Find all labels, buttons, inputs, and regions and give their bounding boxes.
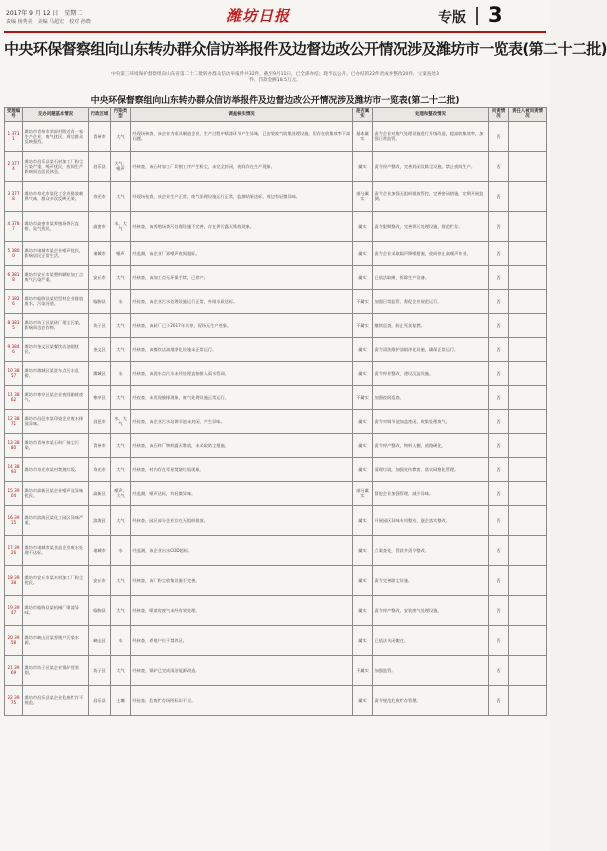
cell-type: 大气: [111, 265, 131, 289]
cell-verify: 经监测，该企业厂界噪声夜间超标。: [131, 241, 353, 265]
cell-id: 15 3904: [5, 481, 23, 505]
column-header: 受理编号: [5, 108, 23, 122]
newspaper-logo: 潍坊日报: [226, 7, 291, 25]
cell-fact: 属实: [353, 535, 373, 565]
cell-issue: 潍坊市寿光市某化工企业排放刺鼻气味，群众多次反映无果。: [23, 181, 89, 211]
cell-handle: 责令对调节池加盖密闭，收集处理废气。: [373, 409, 489, 433]
cell-verify: 经核查，园区部分企业存在无组织排放。: [131, 505, 353, 535]
cell-person: [509, 625, 547, 655]
cell-region: 诸城市: [89, 241, 111, 265]
cell-verify: 经检查，该企业污水处理设施运行正常，外排水质达标。: [131, 289, 353, 313]
cell-issue: 潍坊市寿光市某村焚烧垃圾。: [23, 457, 89, 481]
cell-verify: 经核查，养殖户位于禁养区。: [131, 625, 353, 655]
cell-issue: 潍坊市临朐县某铝型材企业排放废水，污染河道。: [23, 289, 89, 313]
cell-fact: 部分属实: [353, 481, 373, 505]
cell-id: 21 3969: [5, 655, 23, 685]
table-row: [5, 151, 547, 181]
cell-person: [509, 361, 547, 385]
cell-fact: 不属实: [353, 655, 373, 685]
cell-type: 噪声: [111, 241, 131, 265]
cell-fact: 属实: [353, 457, 373, 481]
cell-type: 噪声、大气: [111, 481, 131, 505]
cell-fact: 属实: [353, 505, 373, 535]
cell-accountable: 否: [489, 565, 509, 595]
table-row: [5, 361, 547, 385]
cell-accountable: 否: [489, 313, 509, 337]
cell-person: [509, 535, 547, 565]
cell-id: 12 3871: [5, 409, 23, 433]
table-row: [5, 181, 547, 211]
cell-region: 寒亭区: [89, 385, 111, 409]
cell-verify: 经监测，噪声达标，有轻微异味。: [131, 481, 353, 505]
cell-accountable: 否: [489, 241, 509, 265]
cell-handle: 责令清洗维护油烟净化设施，确保正常运行。: [373, 337, 489, 361]
column-header: 行政区域: [89, 108, 111, 122]
masthead-divider: [476, 7, 478, 25]
cell-fact: 属实: [353, 685, 373, 715]
cell-id: 8 3835: [5, 313, 23, 337]
cell-id: 18 3938: [5, 565, 23, 595]
cell-id: 19 3947: [5, 595, 23, 625]
table-row: [5, 535, 547, 565]
complaints-table: [4, 107, 547, 716]
table-row: [5, 385, 547, 409]
cell-id: 6 3818: [5, 265, 23, 289]
cell-fact: 不属实: [353, 289, 373, 313]
cell-handle: 加强夜间巡查。: [373, 385, 489, 409]
table-row: [5, 481, 547, 505]
cell-person: [509, 181, 547, 211]
cell-handle: 责令企业对废气处理设施进行升级改造，提高收集效率，加强日常监管。: [373, 121, 489, 151]
table-row: [5, 313, 547, 337]
cell-type: 土壤: [111, 685, 131, 715]
cell-fact: 属实: [353, 595, 373, 625]
cell-issue: 潍坊市青州市某石料厂扬尘污染。: [23, 433, 89, 457]
cell-verify: 经核查，村内存在零星焚烧垃圾现象。: [131, 457, 353, 481]
cell-type: 大气: [111, 457, 131, 481]
cell-region: 青州市: [89, 433, 111, 457]
cell-issue: 潍坊市滨海区某化工园区异味严重。: [23, 505, 89, 535]
cell-fact: 属实: [353, 211, 373, 241]
table-row: [5, 595, 547, 625]
cell-accountable: 否: [489, 121, 509, 151]
cell-person: [509, 433, 547, 457]
table-row: [5, 433, 547, 457]
cell-id: 5 3800: [5, 241, 23, 265]
cell-accountable: 否: [489, 505, 509, 535]
cell-verify: 经现场核查，该企业为家具制造企业，生产过程中喷漆环节产生异味，已安装废气收集处理设施，但存在收集效率不高问题。: [131, 121, 353, 151]
cell-issue: 潍坊市昌邑市某印染企业废水排放异味。: [23, 409, 89, 433]
cell-type: 水: [111, 361, 131, 385]
page-headline: 中央环保督察组向山东转办群众信访举报件及边督边改公开情况涉及潍坊市一览表(第二十二批): [4, 40, 607, 58]
cell-accountable: 否: [489, 535, 509, 565]
cell-type: 水: [111, 535, 131, 565]
cell-handle: 已依法取缔，拆除生产设备。: [373, 265, 489, 289]
column-header: 调查核实情况: [131, 108, 353, 122]
cell-person: [509, 121, 547, 151]
cell-issue: 潍坊市坊子区某企业锅炉冒黑烟。: [23, 655, 89, 685]
cell-accountable: 否: [489, 385, 509, 409]
cell-handle: 责令完善除尘设施。: [373, 565, 489, 595]
cell-verify: 经检查，危废贮存场所标识不全。: [131, 685, 353, 715]
cell-region: 滨海区: [89, 505, 111, 535]
cell-region: 高新区: [89, 481, 111, 505]
cell-issue: 潍坊市坊子区某砖厂烟尘污染，影响周边农作物。: [23, 313, 89, 337]
cell-id: 22 3975: [5, 685, 23, 715]
cell-fact: 属实: [353, 361, 373, 385]
cell-person: [509, 457, 547, 481]
cell-region: 临朐县: [89, 289, 111, 313]
cell-handle: 立案查处，罚款并责令整改。: [373, 535, 489, 565]
cell-fact: 属实: [353, 265, 373, 289]
staff-credits: 责编 杨秀美 美编 马超宏 校对 孙晓: [6, 19, 91, 25]
cell-id: 17 3926: [5, 535, 23, 565]
cell-verify: 经现场检查，该企业生产正常，废气治理设施运行正常，监测结果达标，周边有轻微异味。: [131, 181, 353, 211]
cell-verify: 经夜查，未发现偷排现象，废气处理设施正常运行。: [131, 385, 353, 409]
cell-accountable: 否: [489, 625, 509, 655]
table-row: [5, 505, 547, 535]
cell-handle: 责令停产整改，物料入棚，道路硬化。: [373, 433, 489, 457]
cell-handle: 责令规范危废贮存管理。: [373, 685, 489, 715]
cell-fact: 属实: [353, 151, 373, 181]
cell-accountable: 否: [489, 409, 509, 433]
cell-issue: 潍坊市高新区某企业噪声及异味扰民。: [23, 481, 89, 505]
cell-id: 13 3880: [5, 433, 23, 457]
table-row: [5, 685, 547, 715]
cell-accountable: 否: [489, 289, 509, 313]
cell-handle: 责令停产整改，安装废气处理设施。: [373, 595, 489, 625]
cell-issue: 潍坊市峡山区某养殖户污染水源。: [23, 625, 89, 655]
cell-fact: 部分属实: [353, 181, 373, 211]
cell-region: 昌邑市: [89, 409, 111, 433]
cell-region: 坊子区: [89, 313, 111, 337]
cell-accountable: 否: [489, 181, 509, 211]
table-row: [5, 625, 547, 655]
cell-handle: 责令企业采取隔声降噪措施，夜间停止高噪声作业。: [373, 241, 489, 265]
cell-type: 水: [111, 289, 131, 313]
cell-region: 诸城市: [89, 535, 111, 565]
table-row: [5, 337, 547, 361]
section-label: 专版: [438, 10, 466, 26]
cell-handle: 加强日常监管，督促企业规范运行。: [373, 289, 489, 313]
cell-fact: 属实: [353, 409, 373, 433]
cell-fact: 不属实: [353, 313, 373, 337]
cell-issue: 潍坊市安丘市某木材加工厂粉尘扰民。: [23, 565, 89, 595]
cell-person: [509, 565, 547, 595]
cell-type: 大气: [111, 337, 131, 361]
cell-issue: 潍坊市寒亭区某企业夜间偷排废气。: [23, 385, 89, 409]
cell-person: [509, 385, 547, 409]
cell-verify: 经监测，该企业出水COD超标。: [131, 535, 353, 565]
cell-fact: 属实: [353, 337, 373, 361]
cell-region: 奎文区: [89, 337, 111, 361]
cell-verify: 经核查，该厂粉尘收集设施不完善。: [131, 565, 353, 595]
cell-verify: 经核查，该养殖场粪污处理设施不完善，存在粪污露天堆放现象。: [131, 211, 353, 241]
cell-fact: 属实: [353, 241, 373, 265]
cell-person: [509, 337, 547, 361]
cell-id: 9 3846: [5, 337, 23, 361]
cell-accountable: 否: [489, 481, 509, 505]
cell-person: [509, 505, 547, 535]
cell-handle: 开展园区异味专项整治，逐企落实整改。: [373, 505, 489, 535]
cell-verify: 经核查，锅炉已完成清洁能源改造。: [131, 655, 353, 685]
cell-handle: 责令停产整改，完善封闭及除尘设施，禁止夜间生产。: [373, 151, 489, 181]
cell-verify: 经检查，该企业污水站调节池未封闭，产生异味。: [131, 409, 353, 433]
cell-handle: 已依法关闭搬迁。: [373, 625, 489, 655]
column-header: 责任人被问责情况: [509, 108, 547, 122]
cell-region: 临朐县: [89, 595, 111, 625]
cell-accountable: 否: [489, 151, 509, 181]
cell-type: 大气、噪声: [111, 151, 131, 181]
cell-type: 水: [111, 625, 131, 655]
cell-issue: 潍坊市诸城市某企业噪声扰民，影响居民正常生活。: [23, 241, 89, 265]
cell-accountable: 否: [489, 265, 509, 289]
table-row: [5, 241, 547, 265]
cell-handle: 继续巡查，防止死灰复燃。: [373, 313, 489, 337]
cell-verify: 经核查，该石料厂物料露天堆放，未采取防尘措施。: [131, 433, 353, 457]
table-header-row: [5, 108, 547, 122]
cell-type: 大气: [111, 433, 131, 457]
cell-accountable: 否: [489, 433, 509, 457]
cell-accountable: 否: [489, 337, 509, 361]
cell-verify: 经核查，该石材加工厂切割工序产生粉尘，未完全封闭，夜间存在生产现象。: [131, 151, 353, 181]
cell-id: 11 3862: [5, 385, 23, 409]
table-title: 中央环保督察组向山东转办群众信访举报件及边督边改公开情况涉及潍坊市一览表(第二十二批): [90, 96, 460, 106]
issue-date: 2017年 9 月 12 日 星期二: [6, 10, 83, 17]
cell-person: [509, 241, 547, 265]
cell-region: 寿光市: [89, 457, 111, 481]
cell-issue: 潍坊市奎文区某餐饮店油烟扰民。: [23, 337, 89, 361]
column-header: 污染类型: [111, 108, 131, 122]
cell-region: 昌乐县: [89, 685, 111, 715]
cell-id: 14 3893: [5, 457, 23, 481]
table-row: [5, 121, 547, 151]
cell-region: 安丘市: [89, 565, 111, 595]
cell-verify: 经核查，该加工点无环保手续，已停产。: [131, 265, 353, 289]
cell-type: 大气: [111, 655, 131, 685]
cell-issue: 潍坊市诸城市某食品企业废水处理不达标。: [23, 535, 89, 565]
table-row: [5, 289, 547, 313]
cell-person: [509, 265, 547, 289]
cell-id: 10 3857: [5, 361, 23, 385]
cell-issue: 潍坊市昌乐县某企业危废贮存不规范。: [23, 685, 89, 715]
intro-text: 中央第三环境保护督察组向山东省第二十二批转办群众信访举报件共32件，截至9月11日，已全部办结；现予以公开。已办结的22件责成并整改20件，立案查处3件，罚款金额18.5万元。: [111, 72, 439, 83]
cell-type: 大气: [111, 121, 131, 151]
cell-person: [509, 481, 547, 505]
cell-issue: 潍坊市安丘市某塑料颗粒加工点废气污染严重。: [23, 265, 89, 289]
cell-verify: 经核查，该餐饮店油烟净化设施未正常运行。: [131, 337, 353, 361]
cell-accountable: 否: [489, 655, 509, 685]
cell-region: 坊子区: [89, 655, 111, 685]
cell-fact: 不属实: [353, 385, 373, 409]
cell-issue: 潍坊市潍城区某洗车点污水乱排。: [23, 361, 89, 385]
cell-region: 昌乐县: [89, 151, 111, 181]
cell-type: 水、大气: [111, 409, 131, 433]
cell-person: [509, 595, 547, 625]
cell-id: 4 3787: [5, 211, 23, 241]
cell-region: 高密市: [89, 211, 111, 241]
cell-accountable: 否: [489, 457, 509, 481]
column-header: 处理和整改情况: [373, 108, 489, 122]
cell-verify: 经核查，喷漆房废气未经有效处理。: [131, 595, 353, 625]
cell-region: 安丘市: [89, 265, 111, 289]
table-row: [5, 409, 547, 433]
cell-handle: 加强监管。: [373, 655, 489, 685]
cell-type: 大气: [111, 181, 131, 211]
cell-handle: 清理垃圾，加强宣传教育，落实网格化管理。: [373, 457, 489, 481]
cell-issue: 潍坊市临朐县某机械厂喷漆异味。: [23, 595, 89, 625]
cell-id: 16 3915: [5, 505, 23, 535]
column-header: 是否属实: [353, 108, 373, 122]
cell-region: 峡山区: [89, 625, 111, 655]
cell-fact: 属实: [353, 433, 373, 457]
table-row: [5, 265, 547, 289]
cell-id: 1 3731: [5, 121, 23, 151]
cell-verify: 经核查，该砖厂已于2017年关停，现场无生产迹象。: [131, 313, 353, 337]
table-body: [5, 121, 547, 715]
cell-accountable: 否: [489, 595, 509, 625]
cell-person: [509, 289, 547, 313]
cell-person: [509, 211, 547, 241]
cell-type: 大气: [111, 385, 131, 409]
cell-type: 大气: [111, 313, 131, 337]
cell-id: 2 3774: [5, 151, 23, 181]
cell-type: 大气: [111, 505, 131, 535]
column-header: 交办问题基本情况: [23, 108, 89, 122]
cell-region: 青州市: [89, 121, 111, 151]
cell-fact: 基本属实: [353, 121, 373, 151]
cell-handle: 责令限期整改，完善粪污处理设施，规范贮存。: [373, 211, 489, 241]
cell-id: 20 3958: [5, 625, 23, 655]
cell-verify: 经核查，该洗车点污水未经处理直接排入雨水管网。: [131, 361, 353, 385]
cell-fact: 属实: [353, 625, 373, 655]
page-number: 3: [488, 3, 503, 27]
table-row: [5, 211, 547, 241]
table-row: [5, 655, 547, 685]
column-header: 问责情况: [489, 108, 509, 122]
masthead-rule: [4, 31, 546, 33]
cell-accountable: 否: [489, 211, 509, 241]
cell-person: [509, 409, 547, 433]
cell-accountable: 否: [489, 685, 509, 715]
masthead: [0, 0, 550, 32]
cell-person: [509, 313, 547, 337]
cell-id: 7 3826: [5, 289, 23, 313]
cell-type: 大气: [111, 565, 131, 595]
cell-accountable: 否: [489, 361, 509, 385]
cell-region: 寿光市: [89, 181, 111, 211]
table-row: [5, 565, 547, 595]
cell-person: [509, 655, 547, 685]
cell-issue: 潍坊市青州市翠屏村附近有一家生产企业，废气扰民，周边群众反映强烈。: [23, 121, 89, 151]
cell-region: 潍城区: [89, 361, 111, 385]
cell-handle: 督促企业加强管理，减少异味。: [373, 481, 489, 505]
cell-type: 水、大气: [111, 211, 131, 241]
cell-person: [509, 151, 547, 181]
cell-issue: 潍坊市昌乐县某石材加工厂粉尘污染严重，噪声扰民，夜间生产影响周边居民休息。: [23, 151, 89, 181]
cell-handle: 责令企业加强无组织排放管控，完善密闭措施，定期开展监测。: [373, 181, 489, 211]
cell-person: [509, 685, 547, 715]
table-row: [5, 457, 547, 481]
cell-fact: 属实: [353, 565, 373, 595]
cell-id: 3 3778: [5, 181, 23, 211]
cell-issue: 潍坊市高密市某养殖场粪污直排，臭气扰民。: [23, 211, 89, 241]
cell-type: 大气: [111, 595, 131, 625]
cell-handle: 责令停业整改，建设沉淀设施。: [373, 361, 489, 385]
